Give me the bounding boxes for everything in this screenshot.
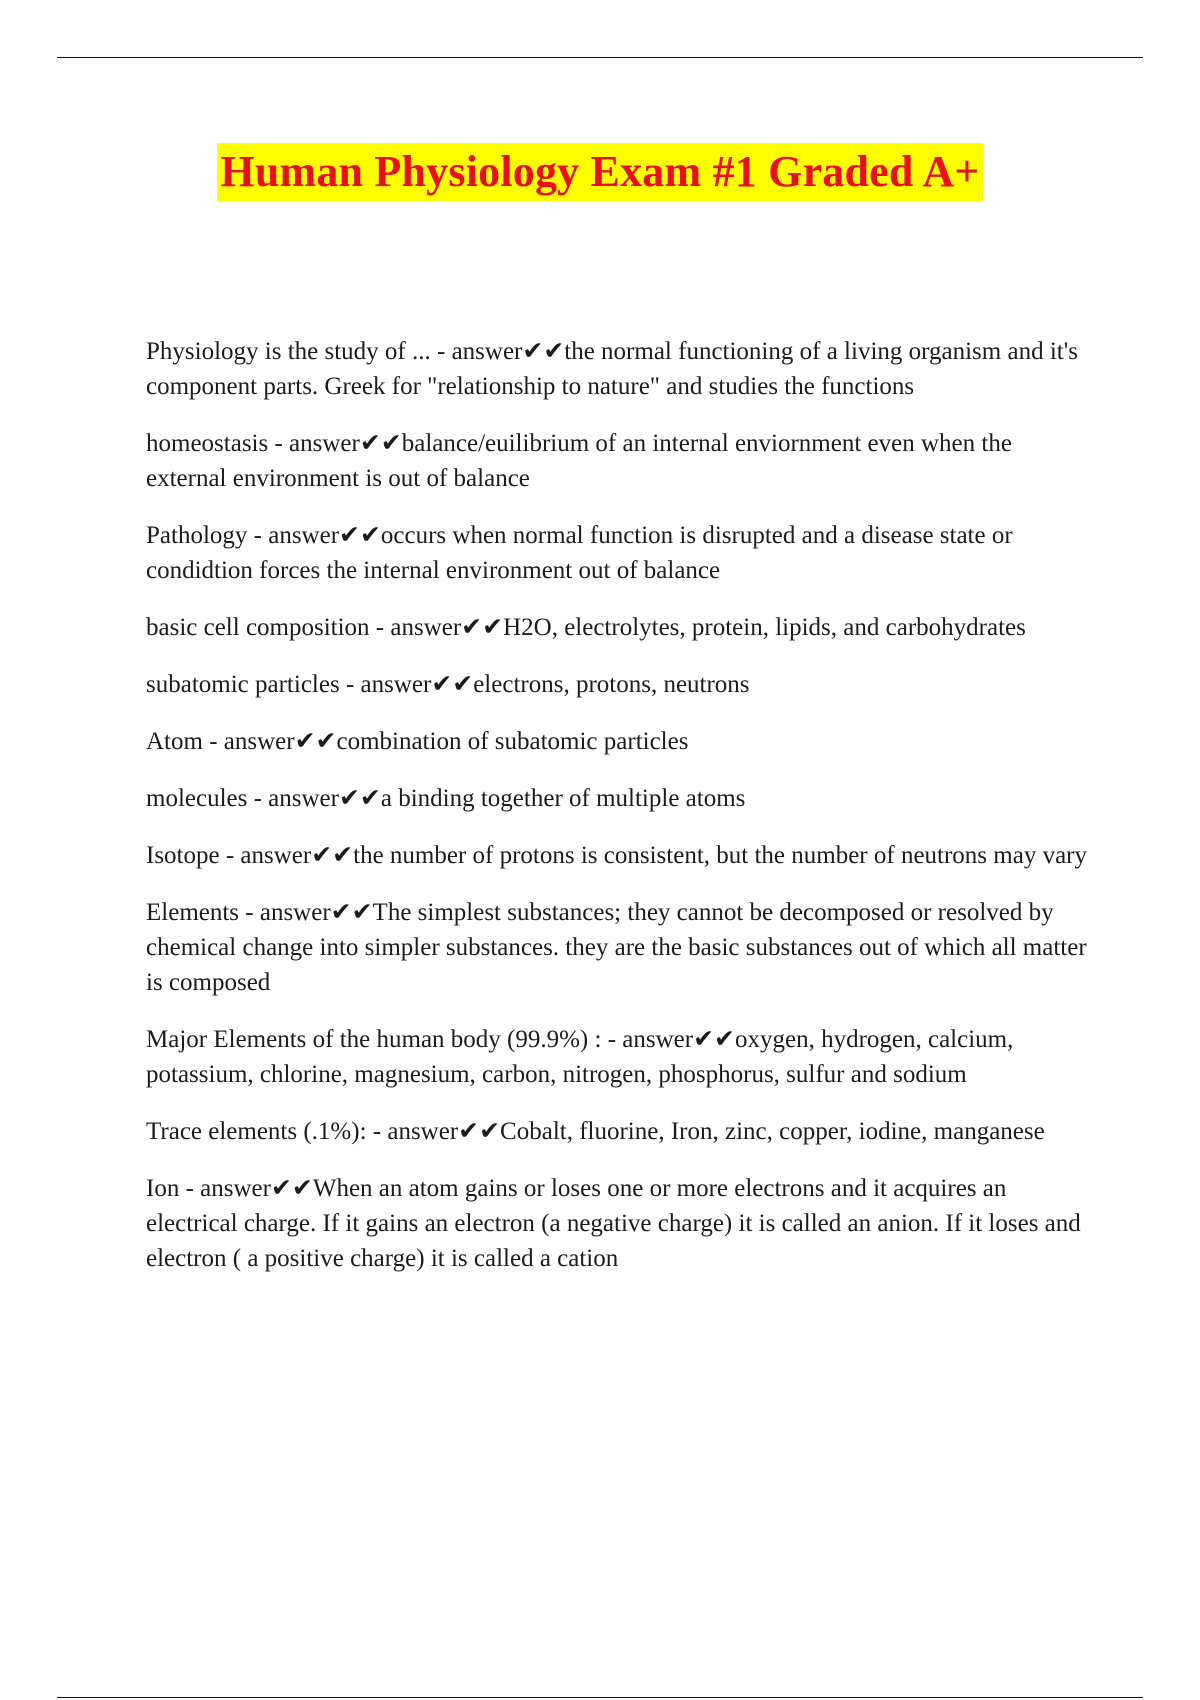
qa-item-ion: Ion - answer✔✔When an atom gains or loses one or more electrons and it acquires an electrical charge. If it gains an electron (a negative charge) it is called an anion. If it loses and electron ( a positive charge) it is called a cation — [146, 1175, 1081, 1272]
qa-list — [146, 334, 1096, 1298]
title-container — [0, 143, 1200, 201]
header-rule — [57, 57, 1143, 58]
document-title: Human Physiology Exam #1 Graded A+ — [217, 143, 982, 201]
qa-item-isotope: Isotope - answer✔✔the number of protons is consistent, but the number of neutrons may vary — [146, 842, 1088, 869]
qa-item-molecules: molecules - answer✔✔a binding together of multiple atoms — [146, 785, 746, 812]
qa-item-elements: Elements - answer✔✔The simplest substances; they cannot be decomposed or resolved by chemical change into simpler substances. they are the basic substances out of which all matter is composed — [146, 899, 1087, 996]
footer-rule — [57, 1697, 1143, 1698]
qa-item-basic-cell-composition: basic cell composition - answer✔✔H2O, electrolytes, protein, lipids, and carbohydrates — [146, 614, 1026, 641]
qa-item-subatomic-particles: subatomic particles - answer✔✔electrons, protons, neutrons — [146, 671, 750, 698]
qa-item-trace-elements: Trace elements (.1%): - answer✔✔Cobalt, fluorine, Iron, zinc, copper, iodine, manganese — [146, 1118, 1045, 1145]
qa-item-major-elements: Major Elements of the human body (99.9%) : - answer✔✔oxygen, hydrogen, calcium, potassium, chlorine, magnesium, carbon, nitrogen, phosphorus, sulfur and sodium — [146, 1026, 1014, 1088]
qa-item-pathology: Pathology - answer✔✔occurs when normal function is disrupted and a disease state or condidtion forces the internal environment out of balance — [146, 522, 1013, 584]
qa-item-homeostasis: homeostasis - answer✔✔balance/euilibrium of an internal enviornment even when the external environment is out of balance — [146, 430, 1012, 492]
qa-item-physiology: Physiology is the study of ... - answer✔✔the normal functioning of a living organism and it's component parts. Greek for "relationship to nature" and studies the functions — [146, 338, 1078, 400]
qa-item-atom: Atom - answer✔✔combination of subatomic particles — [146, 728, 689, 755]
